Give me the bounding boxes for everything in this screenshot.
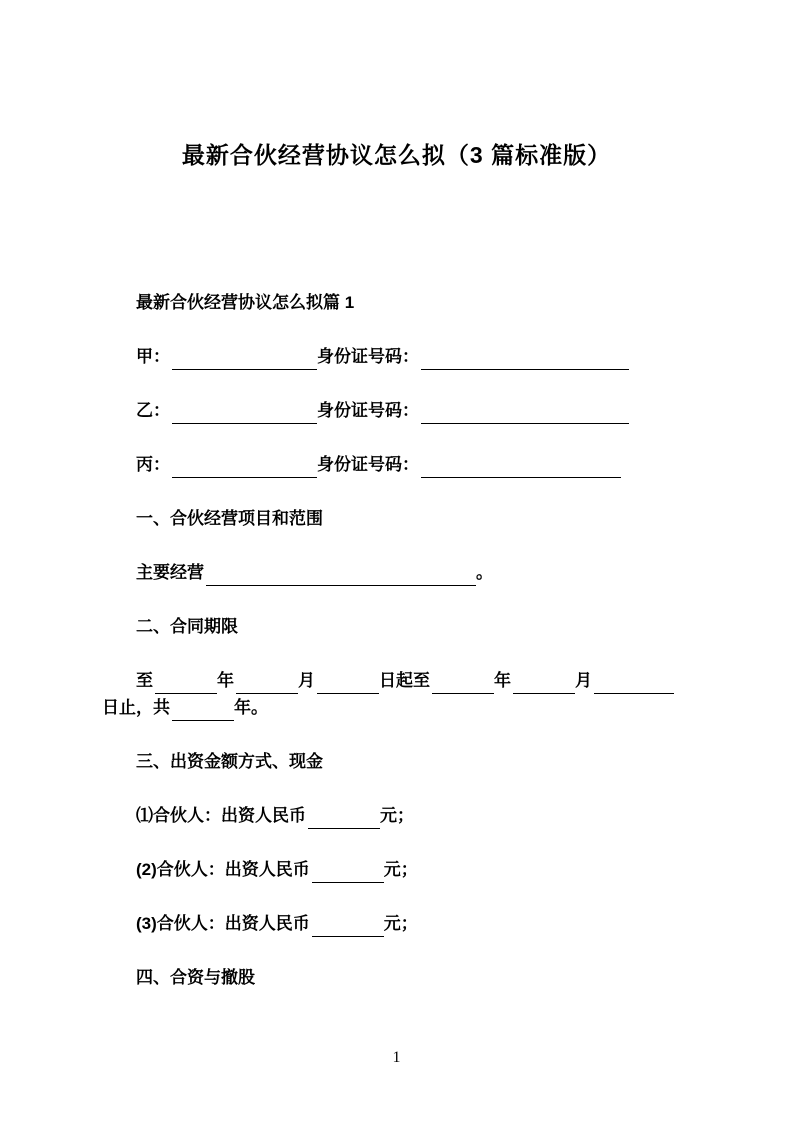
section-heading-piece1 <box>102 289 697 316</box>
clause1-heading-text: 一、合伙经营项目和范围 <box>136 509 323 528</box>
clause3-heading-text: 三、出资金额方式、现金 <box>136 752 323 771</box>
fill-in-blank-party-id <box>421 351 629 370</box>
fill-in-blank-amount <box>308 810 380 829</box>
clause2-seg: 年 <box>494 671 511 690</box>
page-number: 1 <box>392 1049 401 1066</box>
clause3-item-suffix: 元； <box>380 806 414 825</box>
clause3-item-suffix: 元； <box>383 914 418 933</box>
document-title: 最新合伙经营协议怎么拟（3 篇标准版） <box>181 142 612 168</box>
clause1-suffix: 。 <box>476 563 493 582</box>
document-body <box>102 289 697 991</box>
clause2-seg: 日起至 <box>379 671 430 690</box>
fill-in-blank-start-year <box>155 675 217 694</box>
party-name-label: 丙： <box>136 455 170 474</box>
clause4-heading-text: 四、合资与撤股 <box>136 968 255 987</box>
fill-in-blank-end-day <box>594 675 674 694</box>
clause2-body <box>102 667 697 721</box>
fill-in-blank-start-month <box>236 675 298 694</box>
clause1-body <box>102 559 697 586</box>
section-heading-text: 最新合伙经营协议怎么拟篇 1 <box>136 293 355 312</box>
clause3-heading <box>102 748 697 775</box>
clause3-item-2 <box>102 856 697 883</box>
party-id-label: 身份证号码： <box>317 347 419 366</box>
clause3-item-3 <box>102 910 697 937</box>
party-id-label: 身份证号码： <box>317 455 419 474</box>
party-line-a <box>102 343 697 370</box>
party-line-b <box>102 397 697 424</box>
fill-in-blank-party-name <box>172 459 317 478</box>
fill-in-blank-total-years <box>172 702 234 721</box>
clause3-item-prefix: (3)合伙人：出资人民币 <box>136 914 310 933</box>
party-line-c <box>102 451 697 478</box>
clause2-seg: 日止，共 <box>102 698 170 717</box>
party-name-label: 乙： <box>136 401 170 420</box>
clause3-item-prefix: ⑴合伙人：出资人民币 <box>136 806 306 825</box>
clause2-seg: 月 <box>298 671 315 690</box>
clause3-item-suffix: 元； <box>383 860 418 879</box>
fill-in-blank-party-name <box>172 405 317 424</box>
clause2-seg: 年。 <box>234 698 268 717</box>
clause2-heading <box>102 613 697 640</box>
fill-in-blank-end-year <box>432 675 494 694</box>
clause2-seg: 年 <box>217 671 234 690</box>
fill-in-blank-party-id <box>421 405 629 424</box>
fill-in-blank-end-month <box>513 675 575 694</box>
clause2-seg: 月 <box>575 671 592 690</box>
clause2-heading-text: 二、合同期限 <box>136 617 238 636</box>
clause1-heading <box>102 505 697 532</box>
party-id-label: 身份证号码： <box>317 401 419 420</box>
party-name-label: 甲： <box>136 347 170 366</box>
clause3-item-1 <box>102 802 697 829</box>
fill-in-blank-amount <box>312 918 384 937</box>
clause3-item-prefix: (2)合伙人：出资人民币 <box>136 860 310 879</box>
fill-in-blank-start-day <box>317 675 379 694</box>
fill-in-blank-party-id <box>421 459 621 478</box>
fill-in-blank-business-scope <box>206 567 476 586</box>
fill-in-blank-party-name <box>172 351 317 370</box>
fill-in-blank-amount <box>312 864 384 883</box>
clause1-prefix: 主要经营 <box>136 563 204 582</box>
clause2-seg: 至 <box>136 671 153 690</box>
clause4-heading <box>102 964 697 991</box>
